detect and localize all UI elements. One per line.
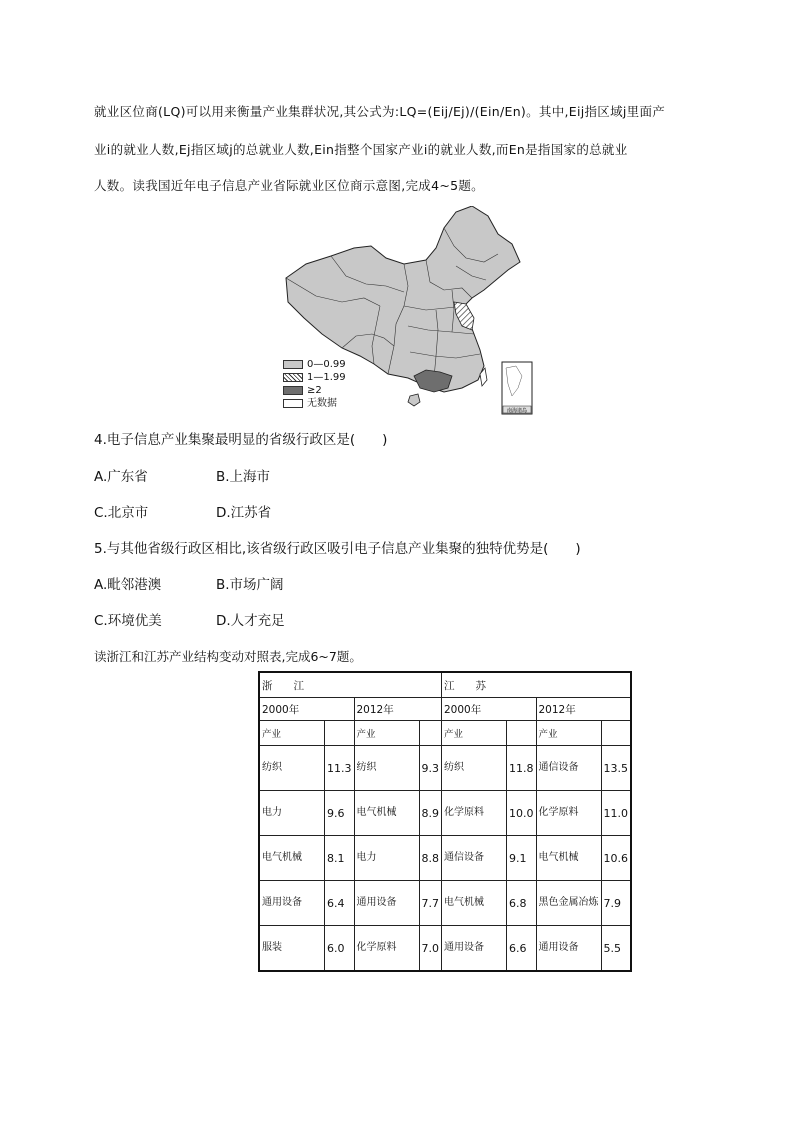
year-header-row xyxy=(259,698,631,721)
industry-value: 7.9 xyxy=(601,881,631,926)
province-zhejiang: 浙 江 xyxy=(259,672,442,698)
industry-value: 8.1 xyxy=(325,836,355,881)
industry-name: 通用设备 xyxy=(442,926,507,972)
option-a[interactable]: A.广东省 xyxy=(94,469,148,485)
industry-value: 5.5 xyxy=(601,926,631,972)
industry-value: 9.6 xyxy=(325,791,355,836)
industry-name: 通用设备 xyxy=(259,881,325,926)
legend-row xyxy=(283,371,346,384)
year-cell: 2000年 xyxy=(442,698,537,721)
industry-name: 化学原料 xyxy=(354,926,419,972)
legend-label: 1—1.99 xyxy=(307,372,346,383)
industry-value: 10.6 xyxy=(601,836,631,881)
option-c[interactable]: C.环境优美 xyxy=(94,613,162,629)
legend-label: 无数据 xyxy=(307,398,337,409)
industry-value: 9.1 xyxy=(507,836,537,881)
industry-value: 10.0 xyxy=(507,791,537,836)
industry-name: 电气机械 xyxy=(442,881,507,926)
industry-label: 产业 xyxy=(354,721,419,746)
blank-cell xyxy=(419,721,442,746)
map-legend xyxy=(283,358,346,410)
industry-value: 9.3 xyxy=(419,746,442,791)
industry-name: 通信设备 xyxy=(536,746,601,791)
industry-name: 化学原料 xyxy=(536,791,601,836)
south-sea-inset xyxy=(502,362,532,414)
legend-row xyxy=(283,384,346,397)
industry-value: 11.0 xyxy=(601,791,631,836)
industry-structure-table xyxy=(258,671,632,972)
year-cell: 2012年 xyxy=(354,698,442,721)
option-d[interactable]: D.人才充足 xyxy=(216,613,285,629)
passage-line-2: 业i的就业人数,Ej指区域j的总就业人数,Ein指整个国家产业i的就业人数,而En是指国家的总就业 xyxy=(94,142,628,157)
option-d[interactable]: D.江苏省 xyxy=(216,505,272,521)
passage-line-1: 就业区位商(LQ)可以用来衡量产业集群状况,其公式为:LQ=(Eij/Ej)/(Ein/En)。其中,Eij指区域j里面产 xyxy=(94,104,666,119)
industry-name: 通信设备 xyxy=(442,836,507,881)
industry-value: 6.0 xyxy=(325,926,355,972)
option-b[interactable]: B.上海市 xyxy=(216,469,271,485)
industry-name: 电气机械 xyxy=(259,836,325,881)
option-b[interactable]: B.市场广阔 xyxy=(216,577,284,593)
question-4-stem: 4.电子信息产业集聚最明显的省级行政区是( ) xyxy=(94,432,388,448)
year-cell: 2000年 xyxy=(259,698,354,721)
industry-name: 服装 xyxy=(259,926,325,972)
legend-row xyxy=(283,397,346,410)
table-intro: 读浙江和江苏产业结构变动对照表,完成6~7题。 xyxy=(94,649,362,664)
industry-name: 黑色金属冶炼 xyxy=(536,881,601,926)
legend-label: ≥2 xyxy=(307,385,322,396)
province-jiangsu: 江 苏 xyxy=(442,672,632,698)
province-header-row xyxy=(259,672,631,698)
industry-label: 产业 xyxy=(536,721,601,746)
legend-swatch-low xyxy=(283,360,303,369)
industry-label: 产业 xyxy=(259,721,325,746)
industry-name: 通用设备 xyxy=(354,881,419,926)
table-row xyxy=(259,791,631,836)
blank-cell xyxy=(325,721,355,746)
industry-name: 电气机械 xyxy=(354,791,419,836)
industry-name: 纺织 xyxy=(259,746,325,791)
passage-line-3: 人数。读我国近年电子信息产业省际就业区位商示意图,完成4~5题。 xyxy=(94,178,484,193)
legend-swatch-none xyxy=(283,399,303,408)
table-row xyxy=(259,836,631,881)
industry-value: 8.9 xyxy=(419,791,442,836)
table-row xyxy=(259,746,631,791)
table-row xyxy=(259,881,631,926)
legend-swatch-hatched xyxy=(283,373,303,382)
industry-value: 6.4 xyxy=(325,881,355,926)
industry-value: 13.5 xyxy=(601,746,631,791)
option-c[interactable]: C.北京市 xyxy=(94,505,149,521)
industry-name: 纺织 xyxy=(354,746,419,791)
blank-cell xyxy=(601,721,631,746)
option-a[interactable]: A.毗邻港澳 xyxy=(94,577,162,593)
year-cell: 2012年 xyxy=(536,698,631,721)
industry-value: 7.7 xyxy=(419,881,442,926)
industry-name: 电力 xyxy=(259,791,325,836)
label-row xyxy=(259,721,631,746)
industry-name: 通用设备 xyxy=(536,926,601,972)
hainan-island xyxy=(408,394,420,406)
industry-label: 产业 xyxy=(442,721,507,746)
industry-name: 电力 xyxy=(354,836,419,881)
industry-value: 6.8 xyxy=(507,881,537,926)
industry-value: 8.8 xyxy=(419,836,442,881)
legend-swatch-high xyxy=(283,386,303,395)
industry-name: 化学原料 xyxy=(442,791,507,836)
inset-label: 南海诸岛 xyxy=(506,408,528,414)
industry-value: 7.0 xyxy=(419,926,442,972)
industry-value: 11.8 xyxy=(507,746,537,791)
industry-name: 纺织 xyxy=(442,746,507,791)
legend-label: 0—0.99 xyxy=(307,359,346,370)
industry-name: 电气机械 xyxy=(536,836,601,881)
legend-row xyxy=(283,358,346,371)
table-row xyxy=(259,926,631,972)
question-5-stem: 5.与其他省级行政区相比,该省级行政区吸引电子信息产业集聚的独特优势是( ) xyxy=(94,541,581,557)
blank-cell xyxy=(507,721,537,746)
industry-value: 6.6 xyxy=(507,926,537,972)
industry-value: 11.3 xyxy=(325,746,355,791)
